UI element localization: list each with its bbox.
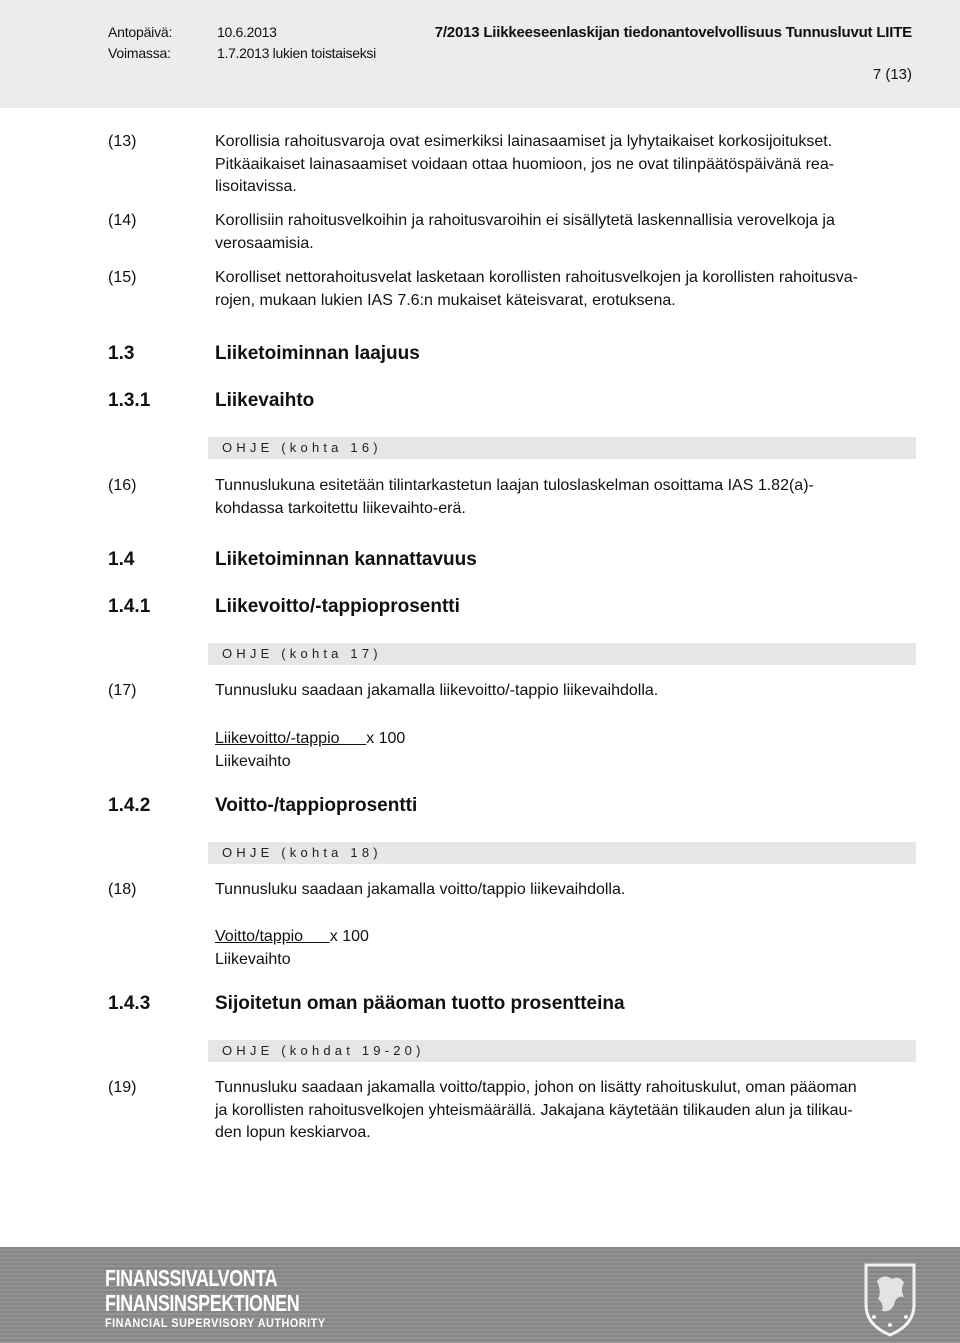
page-number: 7 (13) <box>872 66 912 83</box>
formula-17 <box>215 727 405 773</box>
section-title: Liikevoitto/-tappioprosentti <box>215 596 460 617</box>
section-title: Liiketoiminnan kannattavuus <box>215 549 477 570</box>
text-line: den lopun keskiarvoa. <box>215 1124 371 1141</box>
text-line: verosaamisia. <box>215 234 314 252</box>
text-line: rojen, mukaan lukien IAS 7.6:n mukaiset käteisvarat, erotuksena. <box>215 291 676 309</box>
footer-brand-fi: FINANSSIVALVONTA <box>105 1265 278 1291</box>
valid-value: 1.7.2013 lukien toistaiseksi <box>217 45 376 61</box>
paragraph-text <box>215 1077 915 1145</box>
paragraph-number: (15) <box>108 269 137 286</box>
guidance-banner-18: OHJE (kohta 18) <box>208 842 916 864</box>
text-line: kohdassa tarkoitettu liikevaihto-erä. <box>215 499 466 517</box>
text-line: Korollisiin rahoitusvelkoihin ja rahoitusvaroihin ei sisällytetä laskennallisia verovelkoja ja <box>215 212 835 229</box>
paragraph-text <box>215 879 915 902</box>
issue-date-value: 10.6.2013 <box>217 24 277 40</box>
lion-crest-icon <box>860 1259 920 1339</box>
text-line: Korollisia rahoitusvaroja ovat esimerkiksi lainasaamiset ja lyhytaikaiset korkosijoitukset. <box>215 133 833 150</box>
valid-label: Voimassa: <box>108 45 171 61</box>
paragraph-text <box>215 267 915 312</box>
text-line: lisoitavissa. <box>215 178 297 195</box>
page-header <box>0 0 960 108</box>
issue-date-label: Antopäivä: <box>108 24 173 40</box>
formula-18 <box>215 925 369 971</box>
page-footer <box>0 1247 960 1343</box>
text-line: Pitkäaikaiset lainasaamiset voidaan ottaa huomioon, jos ne ovat tilinpäätöspäivänä rea- <box>215 155 835 173</box>
formula-factor: x 100 <box>366 730 406 747</box>
text-line: ja korollisten rahoitusvelkojen yhteismäärällä. Jakajana käytetään tilikauden alun ja tilikau- <box>215 1101 853 1119</box>
section-title: Sijoitetun oman pääoman tuotto prosentteina <box>215 993 625 1014</box>
section-title: Voitto-/tappioprosentti <box>215 795 418 816</box>
guidance-banner-17: OHJE (kohta 17) <box>208 643 916 665</box>
paragraph-number: (13) <box>108 133 137 150</box>
paragraph-number: (18) <box>108 881 137 898</box>
section-title: Liikevaihto <box>215 390 315 411</box>
text-line: Tunnusluku saadaan jakamalla liikevoitto/-tappio liikevaihdolla. <box>215 682 659 699</box>
section-number: 1.4 <box>108 549 135 570</box>
footer-brand-sv: FINANSINSPEKTIONEN <box>105 1290 300 1316</box>
section-number: 1.4.2 <box>108 795 151 816</box>
formula-denominator: Liikevaihto <box>215 753 291 770</box>
section-title: Liiketoiminnan laajuus <box>215 343 420 364</box>
paragraph-text <box>215 131 915 199</box>
paragraph-text <box>215 475 915 520</box>
paragraph-text <box>215 680 915 703</box>
paragraph-number: (14) <box>108 212 137 229</box>
paragraph-number: (16) <box>108 477 137 494</box>
text-line: Tunnusluku saadaan jakamalla voitto/tappio liikevaihdolla. <box>215 881 626 898</box>
formula-denominator: Liikevaihto <box>215 951 291 968</box>
section-number: 1.3 <box>108 343 135 364</box>
paragraph-number: (19) <box>108 1079 137 1096</box>
section-number: 1.4.1 <box>108 596 151 617</box>
formula-numerator: Liikevoitto/-tappio <box>215 730 367 747</box>
text-line: Tunnusluku saadaan jakamalla voitto/tappio, johon on lisätty rahoituskulut, oman pääoman <box>215 1079 857 1096</box>
guidance-banner-19-20: OHJE (kohdat 19-20) <box>208 1040 916 1062</box>
document-title: 7/2013 Liikkeeseenlaskijan tiedonantovelvollisuus Tunnusluvut LIITE <box>434 24 912 41</box>
paragraph-text <box>215 210 915 255</box>
footer-brand-en: FINANCIAL SUPERVISORY AUTHORITY <box>105 1316 326 1330</box>
guidance-banner-16: OHJE (kohta 16) <box>208 437 916 459</box>
text-line: Korolliset nettorahoitusvelat lasketaan korollisten rahoitusvelkojen ja korollisten rahoitusva- <box>215 269 859 286</box>
text-line: Tunnuslukuna esitetään tilintarkastetun laajan tuloslaskelman osoittama IAS 1.82(a)- <box>215 477 814 494</box>
paragraph-number: (17) <box>108 682 137 699</box>
section-number: 1.4.3 <box>108 993 151 1014</box>
formula-factor: x 100 <box>329 928 369 945</box>
section-number: 1.3.1 <box>108 390 151 411</box>
formula-numerator: Voitto/tappio <box>215 928 330 945</box>
